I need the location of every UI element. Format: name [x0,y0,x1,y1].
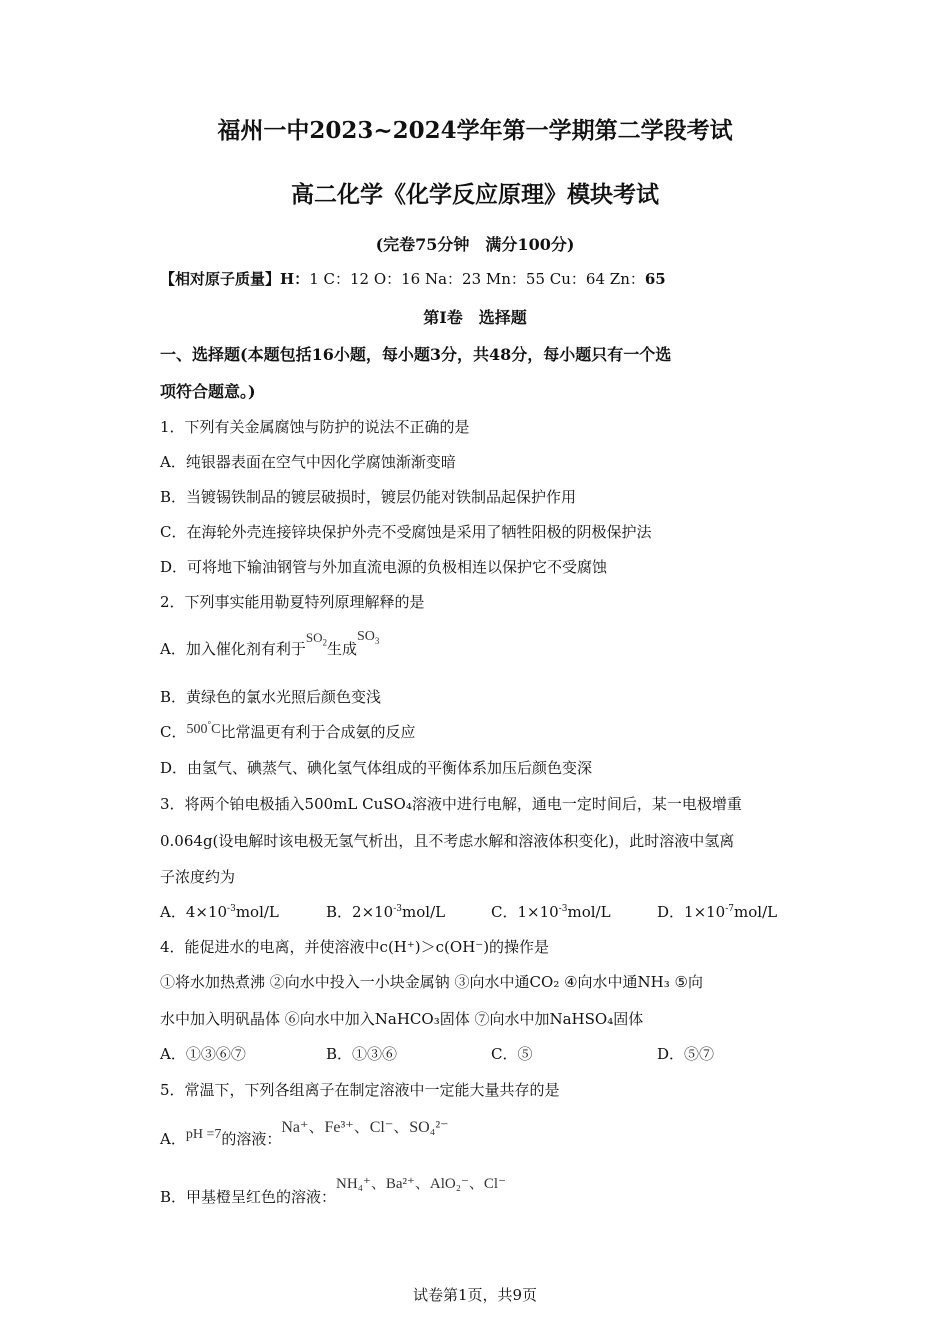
q2-c-text: 比常温更有利于合成氨的反应 [220,723,416,741]
q2-a-mid: 生成 [326,640,357,658]
q1-stem: 1．下列有关金属腐蚀与防护的说法不正确的是 [160,418,470,436]
q5-a-label: A． [160,1130,186,1148]
q2-option-b: B．黄绿色的氯水光照后颜色变浅 [160,688,382,706]
temperature-formula: 500°C [186,719,221,737]
q4-option-a: A．①③⑥⑦ [160,1045,246,1063]
so2-formula: $SO_2$ [305,630,327,648]
q2-option-a [160,629,380,660]
q4-stem: 4．能促进水的电离，并使溶液中c(H⁺)＞c(OH⁻)的操作是 [160,938,550,956]
q4-choices-line2: 水中加入明矾晶体 ⑥向水中加入NaHCO₃固体 ⑦向水中加NaHSO₄固体 [160,1010,644,1028]
q1-option-b: B．当镀锡铁制品的镀层破损时，镀层仍能对铁制品起保护作用 [160,488,577,506]
exam-duration-score: (完卷75分钟 满分100分) [375,235,575,254]
q4-option-d: D．⑤⑦ [657,1045,715,1063]
q1-option-c: C．在海轮外壳连接锌块保护外壳不受腐蚀是采用了牺牲阳极的阴极保护法 [160,523,652,541]
q1-option-a: A．纯银器表面在空气中因化学腐蚀渐渐变暗 [160,453,456,471]
q2-option-d: D．由氢气、碘蒸气、碘化氢气体组成的平衡体系加压后颜色变深 [160,759,593,777]
q2-option-c [160,721,415,742]
q3-stem-line3: 子浓度约为 [160,868,236,886]
section-heading-line2: 项符合题意。) [160,382,256,401]
q3-option-b: B．$2\times 10^{-3}mol/L$ [326,903,446,921]
q5-stem: 5．常温下，下列各组离子在制定溶液中一定能大量共存的是 [160,1081,560,1099]
atomic-mass-values: 1 C：12 O：16 Na：23 Mn：55 Cu：64 Zn： [309,270,645,288]
q3-stem-line2: 0.064g(设电解时该电极无氢气析出，且不考虑水解和溶液体积变化)，此时溶液中氢离 [160,832,735,850]
ph-formula: pH =7 [185,1127,222,1142]
ion-set-b: NH₄⁺、Ba²⁺、AlO₂⁻、Cl⁻ [336,1176,506,1192]
section-heading-line1: 一、选择题(本题包括16小题，每小题3分，共48分，每小题只有一个选 [160,345,672,364]
q5-b-text: B．甲基橙呈红色的溶液： [160,1188,337,1206]
atomic-mass-last: 65 [644,270,666,288]
exam-title: 福州一中2023~2024学年第一学期第二学段考试 [217,117,733,144]
q5-a-text: 的溶液： [221,1130,282,1148]
so3-formula: $SO_3$ [356,629,380,646]
q4-choices-line1: ①将水加热煮沸 ②向水中投入一小块金属钠 ③向水中通CO₂ ④向水中通NH₃ ⑤向 [160,973,703,991]
page-footer: 试卷第1页，共9页 [412,1286,538,1304]
atomic-mass-line [160,268,666,289]
volume-heading: 第Ⅰ卷 选择题 [423,308,527,327]
q2-c-label: C． [160,723,187,741]
q5-option-b [160,1176,506,1207]
q1-option-d: D．可将地下输油钢管与外加直流电源的负极相连以保护它不受腐蚀 [160,558,608,576]
exam-subject-title: 高二化学《化学反应原理》模块考试 [291,181,659,208]
q3-option-c: C．$1\times 10^{-3}mol/L$ [491,903,611,921]
q3-option-d: D．$1\times 10^{-7}mol/L$ [657,903,778,921]
q5-option-a [160,1119,449,1149]
atomic-mass-label: 【相对原子质量】H： [160,270,310,288]
q2-a-text: A．加入催化剂有利于 [160,640,306,658]
ion-set-a: Na⁺、Fe³⁺、Cl⁻、SO₄²⁻ [281,1119,449,1136]
q4-option-c: C．⑤ [491,1045,533,1063]
q3-stem-line1: 3．将两个铂电极插入500mL CuSO₄溶液中进行电解，通电一定时间后，某一电极增重 [160,795,742,813]
q2-stem: 2．下列事实能用勒夏特列原理解释的是 [160,593,425,611]
q3-option-a: A．$4\times 10^{-3}mol/L$ [160,903,279,921]
q4-option-b: B．①③⑥ [326,1045,398,1063]
